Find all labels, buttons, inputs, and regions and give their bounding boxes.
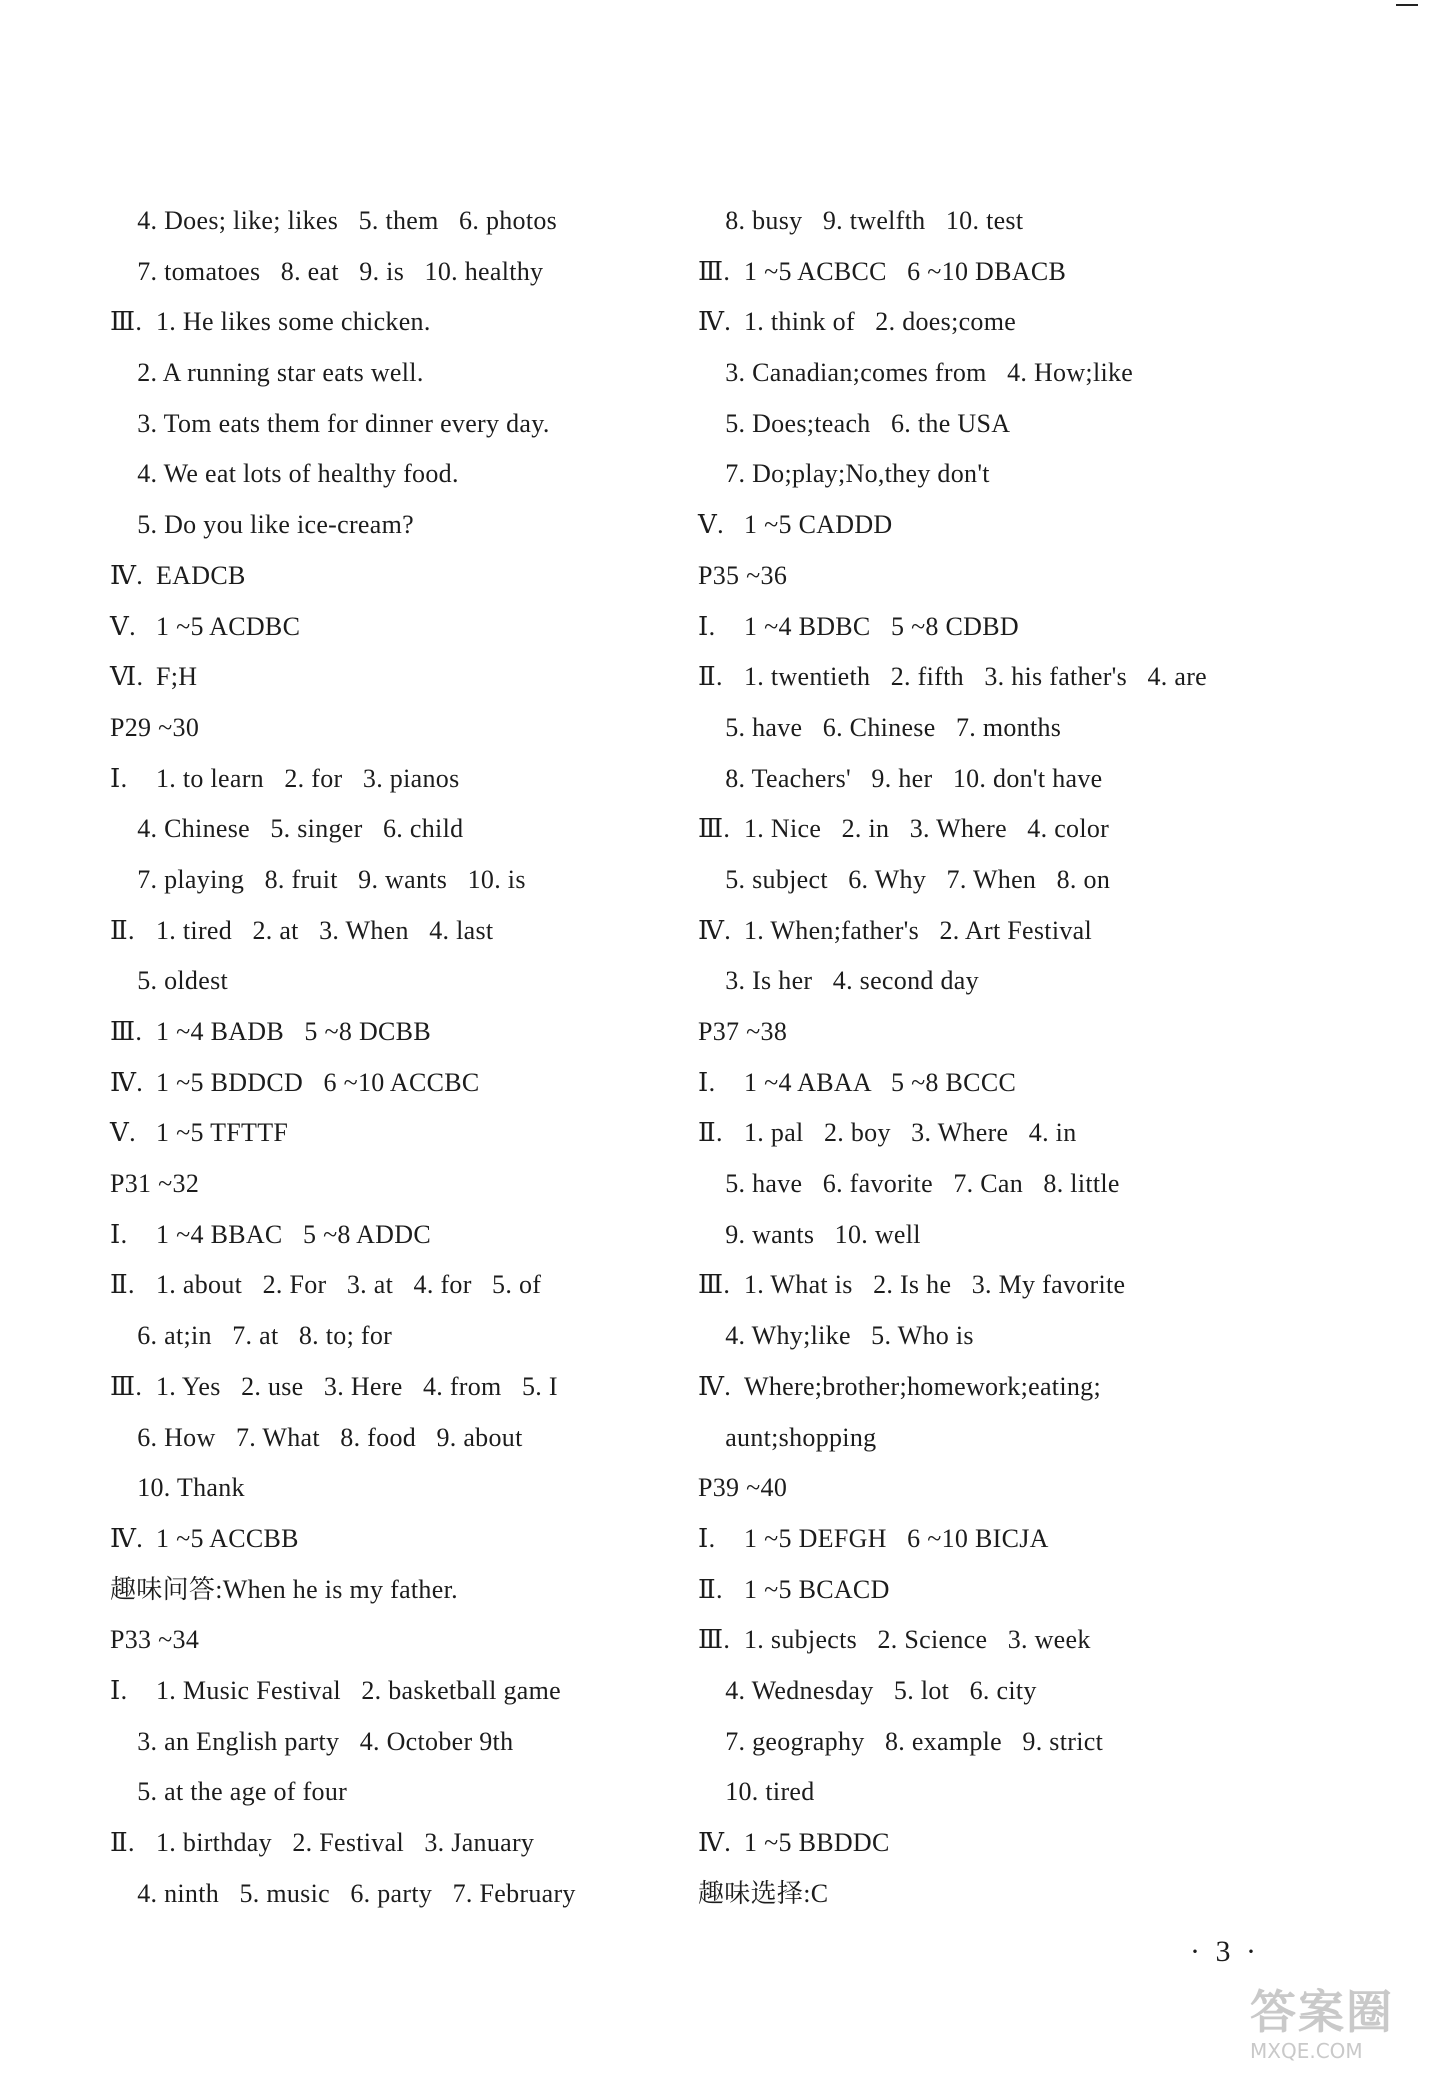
watermark-logo-text: 答案圈 <box>1250 1985 1394 2039</box>
answer-text: 3. Is her 4. second day <box>698 966 979 996</box>
section-numeral: Ⅰ. <box>110 763 128 793</box>
answer-text: 1. subjects 2. Science 3. week <box>744 1625 1091 1655</box>
answer-line <box>698 754 1338 805</box>
answer-text: 1. think of 2. does;come <box>744 307 1017 337</box>
answer-line <box>110 1666 710 1717</box>
answer-line <box>110 1869 710 1920</box>
answer-text: 趣味问答:When he is my father. <box>110 1574 458 1604</box>
answer-text: 4. ninth 5. music 6. party 7. February <box>110 1878 576 1908</box>
answer-line <box>110 1311 710 1362</box>
answer-line <box>698 196 1338 247</box>
answer-text: 1 ~4 BADB 5 ~8 DCBB <box>156 1017 431 1046</box>
watermark-logo <box>1250 1985 1440 2075</box>
answer-text: 4. Chinese 5. singer 6. child <box>110 814 464 844</box>
section-numeral: Ⅳ. <box>698 1371 732 1401</box>
answer-text: 1 ~4 BBAC 5 ~8 ADDC <box>156 1219 431 1249</box>
answer-line <box>110 855 710 906</box>
answer-text: 7. playing 8. fruit 9. wants 10. is <box>110 864 526 894</box>
answer-line <box>110 1007 710 1058</box>
answer-text: 1. Nice 2. in 3. Where 4. color <box>744 814 1110 844</box>
answer-text: 5. Do you like ice-cream? <box>110 510 414 540</box>
answer-text: 1. When;father's 2. Art Festival <box>744 915 1093 945</box>
answer-text: 2. A running star eats well. <box>110 358 424 388</box>
answer-line <box>110 247 710 298</box>
answer-text: P33 ~34 <box>110 1625 200 1655</box>
section-numeral: Ⅴ. <box>110 611 136 641</box>
answer-line <box>698 1463 1338 1514</box>
answer-text: 1. birthday 2. Festival 3. January <box>156 1828 535 1857</box>
section-numeral: Ⅲ. <box>110 1017 143 1046</box>
section-numeral: Ⅵ. <box>110 662 144 692</box>
section-numeral: Ⅲ. <box>698 1270 731 1300</box>
answer-line <box>110 399 710 450</box>
answer-line <box>698 1362 1338 1413</box>
answer-text: 3. an English party 4. October 9th <box>110 1726 514 1756</box>
left-answer-column <box>110 196 710 1919</box>
answer-text: 5. subject 6. Why 7. When 8. on <box>698 864 1111 894</box>
answer-text: P39 ~40 <box>698 1473 788 1503</box>
section-numeral: Ⅳ. <box>698 1828 732 1857</box>
section-numeral: Ⅳ. <box>110 1067 144 1097</box>
section-numeral: Ⅳ. <box>110 560 144 590</box>
answer-text: 1 ~5 TFTTF <box>156 1118 289 1148</box>
answer-line <box>698 297 1338 348</box>
answer-line <box>110 1717 710 1768</box>
answer-line <box>110 1767 710 1818</box>
answer-line <box>698 1058 1338 1109</box>
answer-text: 5. have 6. favorite 7. Can 8. little <box>698 1169 1120 1199</box>
answer-line <box>110 1514 710 1565</box>
section-numeral: Ⅳ. <box>110 1523 144 1553</box>
answer-text: 趣味选择:C <box>698 1878 829 1908</box>
section-numeral: Ⅱ. <box>698 1574 723 1604</box>
section-numeral: Ⅰ. <box>698 611 716 641</box>
page-edge-mark <box>1396 4 1418 6</box>
section-numeral: Ⅱ. <box>110 915 135 945</box>
answer-line <box>698 804 1338 855</box>
answer-text: 4. We eat lots of healthy food. <box>110 459 459 489</box>
answer-text: 10. tired <box>698 1777 815 1807</box>
answer-text: P37 ~38 <box>698 1017 788 1046</box>
answer-line <box>110 449 710 500</box>
answer-line <box>698 1666 1338 1717</box>
answer-line <box>698 1717 1338 1768</box>
answer-text: 8. Teachers' 9. her 10. don't have <box>698 763 1103 793</box>
answer-text: 10. Thank <box>110 1473 245 1503</box>
answer-text: 1 ~4 BDBC 5 ~8 CDBD <box>744 611 1019 641</box>
answer-text: 1 ~5 BCACD <box>744 1574 890 1604</box>
section-numeral: Ⅰ. <box>698 1523 716 1553</box>
answer-line <box>698 602 1338 653</box>
answer-text: 1. He likes some chicken. <box>156 307 431 337</box>
answer-line <box>698 1007 1338 1058</box>
answer-line <box>110 602 710 653</box>
answer-line <box>698 1615 1338 1666</box>
section-numeral: Ⅱ. <box>698 1118 723 1148</box>
answer-line <box>110 297 710 348</box>
answer-text: 1. tired 2. at 3. When 4. last <box>156 915 494 945</box>
answer-line <box>698 1869 1338 1920</box>
answer-line <box>698 906 1338 957</box>
answer-text: 1. pal 2. boy 3. Where 4. in <box>744 1118 1077 1148</box>
answer-text: 1 ~5 ACDBC <box>156 611 301 641</box>
section-numeral: Ⅲ. <box>110 1371 143 1401</box>
page-number: · 3 · <box>1190 1935 1260 1968</box>
answer-text: 1 ~5 BBDDC <box>744 1828 890 1857</box>
answer-text: 1 ~5 ACBCC 6 ~10 DBACB <box>744 256 1067 286</box>
answer-text: EADCB <box>156 560 246 590</box>
answer-text: 1. to learn 2. for 3. pianos <box>156 763 460 793</box>
section-numeral: Ⅰ. <box>110 1675 128 1705</box>
answer-text: 5. at the age of four <box>110 1777 348 1807</box>
answer-line <box>698 247 1338 298</box>
watermark-url: MXQE.COM <box>1250 2039 1363 2063</box>
answer-line <box>698 956 1338 1007</box>
answer-line <box>698 1413 1338 1464</box>
answer-text: 6. How 7. What 8. food 9. about <box>110 1422 523 1452</box>
answer-text: 1. What is 2. Is he 3. My favorite <box>744 1270 1126 1300</box>
section-numeral: Ⅱ. <box>110 1828 135 1857</box>
section-numeral: Ⅲ. <box>698 814 731 844</box>
answer-text: 4. Does; like; likes 5. them 6. photos <box>110 206 558 235</box>
answer-line <box>698 551 1338 602</box>
answer-line <box>698 1767 1338 1818</box>
answer-text: 4. Wednesday 5. lot 6. city <box>698 1675 1037 1705</box>
section-numeral: Ⅰ. <box>110 1219 128 1249</box>
answer-line <box>698 1565 1338 1616</box>
answer-line <box>110 956 710 1007</box>
answer-text: Where;brother;homework;eating; <box>744 1371 1101 1401</box>
answer-text: P31 ~32 <box>110 1169 200 1199</box>
answer-line <box>698 1108 1338 1159</box>
answer-line <box>698 449 1338 500</box>
answer-line <box>110 652 710 703</box>
section-numeral: Ⅳ. <box>698 307 732 337</box>
section-numeral: Ⅴ. <box>110 1118 136 1148</box>
answer-line <box>698 399 1338 450</box>
answer-text: 6. at;in 7. at 8. to; for <box>110 1321 393 1351</box>
answer-line <box>698 348 1338 399</box>
answer-text: P35 ~36 <box>698 560 788 590</box>
section-numeral: Ⅱ. <box>110 1270 135 1300</box>
answer-line <box>110 1413 710 1464</box>
answer-text: 9. wants 10. well <box>698 1219 921 1249</box>
answer-text: 1 ~5 BDDCD 6 ~10 ACCBC <box>156 1067 480 1097</box>
answer-text: 3. Canadian;comes from 4. How;like <box>698 358 1134 388</box>
answer-line <box>110 1159 710 1210</box>
answer-line <box>110 1210 710 1261</box>
answer-line <box>698 1159 1338 1210</box>
answer-line <box>110 1463 710 1514</box>
answer-text: 1. Yes 2. use 3. Here 4. from 5. I <box>156 1371 558 1401</box>
answer-text: 8. busy 9. twelfth 10. test <box>698 206 1024 235</box>
section-numeral: Ⅲ. <box>110 307 143 337</box>
answer-line <box>110 1108 710 1159</box>
answer-line <box>698 1210 1338 1261</box>
answer-line <box>110 1362 710 1413</box>
section-numeral: Ⅲ. <box>698 256 731 286</box>
answer-line <box>698 703 1338 754</box>
answer-text: 1 ~5 DEFGH 6 ~10 BICJA <box>744 1523 1049 1553</box>
answer-line <box>698 1818 1338 1869</box>
section-numeral: Ⅲ. <box>698 1625 731 1655</box>
answer-text: 1. about 2. For 3. at 4. for 5. of <box>156 1270 542 1300</box>
answer-line <box>110 703 710 754</box>
answer-text: P29 ~30 <box>110 712 200 742</box>
answer-text: F;H <box>156 662 198 692</box>
answer-text: 4. Why;like 5. Who is <box>698 1321 974 1351</box>
right-answer-column <box>698 196 1338 1919</box>
answer-line <box>110 500 710 551</box>
answer-line <box>698 500 1338 551</box>
answer-line <box>698 1514 1338 1565</box>
answer-text: 1. Music Festival 2. basketball game <box>156 1675 561 1705</box>
answer-line <box>698 1260 1338 1311</box>
answer-line <box>110 1818 710 1869</box>
answer-line <box>110 551 710 602</box>
answer-text: aunt;shopping <box>698 1422 877 1452</box>
answer-line <box>698 855 1338 906</box>
answer-line <box>110 754 710 805</box>
answer-text: 3. Tom eats them for dinner every day. <box>110 408 550 438</box>
section-numeral: Ⅳ. <box>698 915 732 945</box>
answer-text: 5. oldest <box>110 966 229 996</box>
answer-line <box>110 196 710 247</box>
answer-line <box>110 804 710 855</box>
answer-line <box>698 1311 1338 1362</box>
answer-text: 1. twentieth 2. fifth 3. his father's 4. are <box>744 662 1208 692</box>
answer-text: 7. Do;play;No,they don't <box>698 459 990 489</box>
answer-line <box>110 1615 710 1666</box>
answer-text: 5. Does;teach 6. the USA <box>698 408 1011 438</box>
answer-text: 1 ~5 ACCBB <box>156 1523 299 1553</box>
section-numeral: Ⅰ. <box>698 1067 716 1097</box>
answer-line <box>110 1260 710 1311</box>
answer-text: 1 ~4 ABAA 5 ~8 BCCC <box>744 1067 1017 1097</box>
answer-line <box>110 1058 710 1109</box>
answer-line <box>698 652 1338 703</box>
answer-text: 7. tomatoes 8. eat 9. is 10. healthy <box>110 256 544 286</box>
section-numeral: Ⅴ. <box>698 510 724 540</box>
answer-text: 7. geography 8. example 9. strict <box>698 1726 1104 1756</box>
answer-line <box>110 348 710 399</box>
answer-line <box>110 906 710 957</box>
section-numeral: Ⅱ. <box>698 662 723 692</box>
answer-text: 1 ~5 CADDD <box>744 510 893 540</box>
answer-text: 5. have 6. Chinese 7. months <box>698 712 1062 742</box>
answer-line <box>110 1565 710 1616</box>
